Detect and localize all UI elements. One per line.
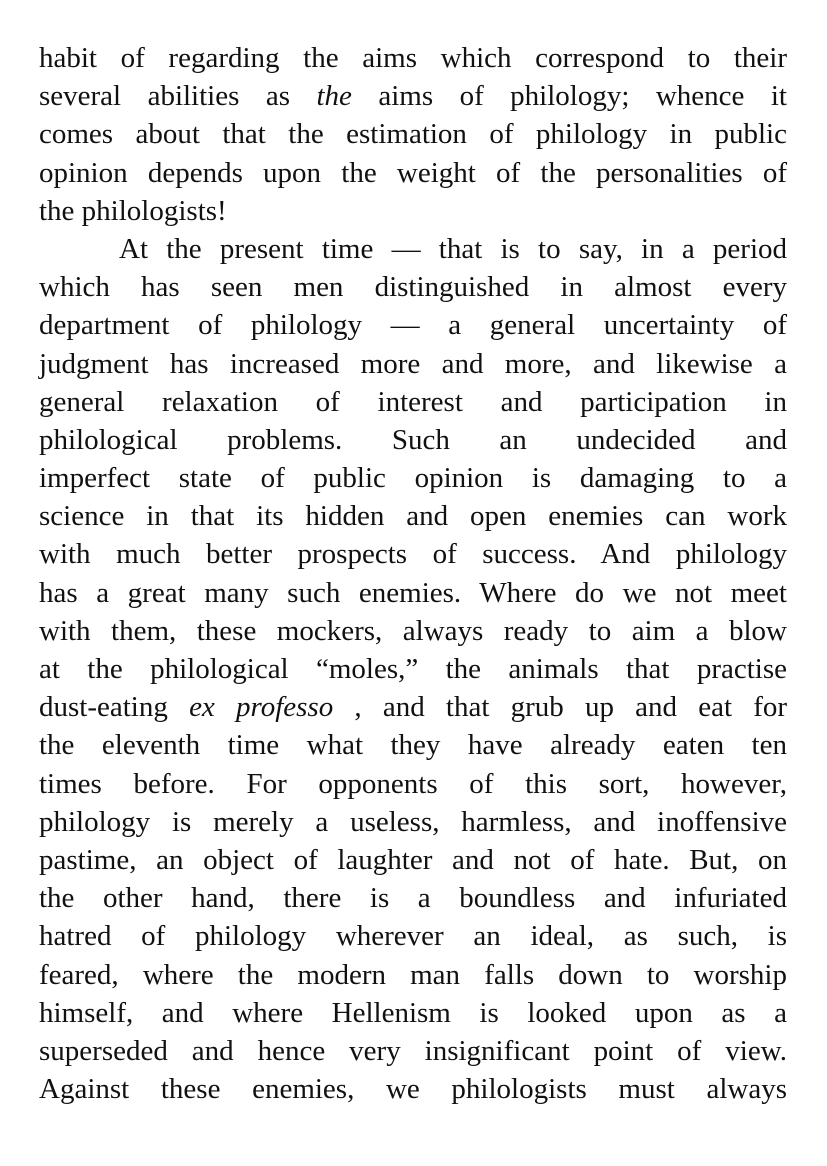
text-line — [39, 497, 787, 535]
text-line — [39, 803, 787, 841]
italic-text: ex professo — [189, 691, 334, 724]
text-line — [39, 612, 787, 650]
text-line — [39, 956, 787, 994]
text-line — [39, 459, 787, 497]
text-line — [39, 650, 787, 688]
text-segment: pastime, an object of laughter and not of hate. But, on — [39, 843, 787, 876]
text-line — [39, 421, 787, 459]
text-segment: dust-eating — [39, 691, 190, 724]
text-segment: the other hand, there is a boundless and infuriated — [39, 882, 787, 915]
text-line — [39, 192, 787, 230]
text-segment: which has seen men distinguished in almost every — [39, 271, 787, 304]
text-segment: department of philology — a general uncertainty of — [39, 309, 787, 342]
text-line — [39, 574, 787, 612]
text-line — [39, 917, 787, 955]
text-line — [39, 268, 787, 306]
text-line — [39, 994, 787, 1032]
text-segment: science in that its hidden and open enemies can work — [39, 500, 787, 533]
text-segment: several abilities as — [39, 80, 317, 113]
paragraph — [39, 230, 787, 1108]
text-line — [39, 306, 787, 344]
text-segment: has a great many such enemies. Where do we not meet — [39, 576, 787, 609]
text-segment: Against these enemies, we philologists must always — [39, 1073, 787, 1106]
text-segment: imperfect state of public opinion is damaging to a — [39, 462, 787, 495]
text-segment: superseded and hence very insignificant point of view. — [39, 1034, 787, 1067]
text-line — [39, 879, 787, 917]
text-line — [39, 115, 787, 153]
text-segment: judgment has increased more and more, and likewise a — [39, 347, 787, 380]
text-line — [39, 535, 787, 573]
text-line — [39, 383, 787, 421]
text-segment: hatred of philology wherever an ideal, as such, is — [39, 920, 787, 953]
text-segment: general relaxation of interest and participation in — [39, 385, 787, 418]
text-segment: aims of philology; whence it — [351, 80, 787, 113]
text-segment: with much better prospects of success. And philology — [39, 538, 787, 571]
text-line — [39, 154, 787, 192]
text-line — [39, 345, 787, 383]
text-line — [39, 1032, 787, 1070]
text-segment: habit of regarding the aims which correspond to their — [39, 42, 787, 74]
paragraph — [39, 39, 787, 230]
text-segment: the eleventh time what they have already eaten ten — [39, 729, 787, 762]
text-segment: himself, and where Hellenism is looked upon as a — [39, 996, 787, 1029]
text-line — [39, 39, 787, 77]
italic-text: the — [316, 80, 352, 113]
text-line — [39, 77, 787, 115]
text-line — [39, 688, 787, 726]
text-line — [39, 230, 787, 268]
text-line — [39, 726, 787, 764]
text-line — [39, 841, 787, 879]
text-segment: philology is merely a useless, harmless, and inoffensive — [39, 805, 787, 838]
text-segment: feared, where the modern man falls down to worship — [39, 958, 787, 991]
text-segment: times before. For opponents of this sort, however, — [39, 767, 787, 800]
text-segment: At the present time — that is to say, in a period — [119, 232, 787, 265]
text-segment: opinion depends upon the weight of the personalities of — [39, 156, 787, 189]
text-segment: at the philological “moles,” the animals that practise — [39, 653, 787, 685]
text-segment: the philologists! — [39, 194, 227, 227]
text-segment: philological problems. Such an undecided and — [39, 423, 787, 456]
text-line — [39, 765, 787, 803]
text-segment: with them, these mockers, always ready to aim a blow — [39, 614, 787, 647]
text-segment: comes about that the estimation of philology in public — [39, 118, 787, 151]
text-line — [39, 1070, 787, 1108]
text-segment: , and that grub up and eat for — [333, 691, 788, 724]
document-page — [39, 39, 787, 1108]
